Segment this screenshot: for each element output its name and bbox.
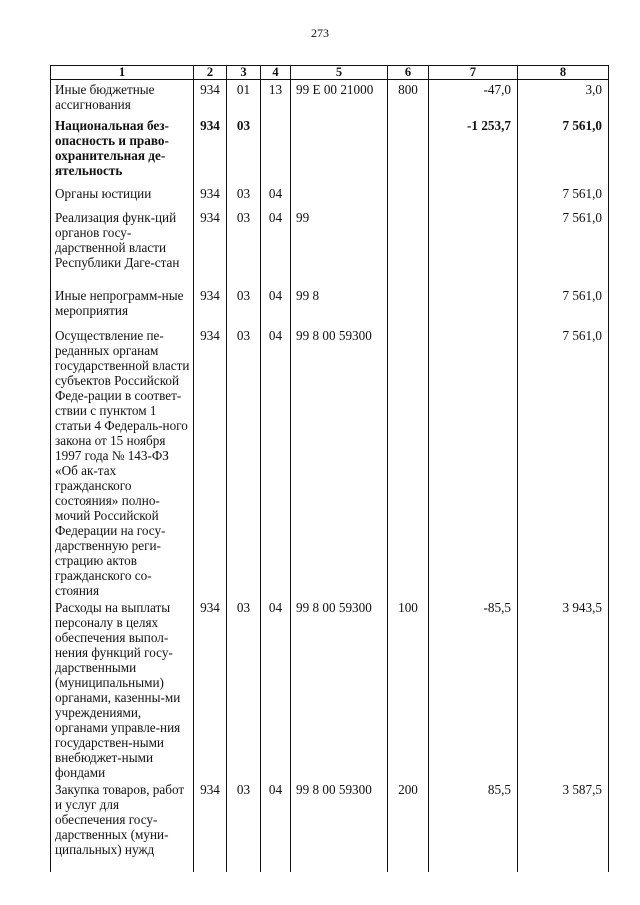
cell-expense-type: 200 [388, 780, 429, 872]
cell-ministry: 934 [194, 598, 227, 780]
cell-subsection: 04 [261, 286, 291, 326]
column-header-3: 3 [227, 66, 261, 80]
row-name: Реализация функ-ций органов госу-дарственной власти Республики Даге-стан [51, 208, 194, 286]
cell-expense-type [388, 116, 429, 184]
cell-amount: 3 943,5 [518, 598, 609, 780]
cell-target-article [291, 184, 388, 208]
column-header-1: 1 [51, 66, 194, 80]
cell-section: 03 [227, 116, 261, 184]
row-name: Осуществление пе-реданных органам государственной власти субъектов Российской Феде-рации в соответ-ствии с пунктом 1 статьи 4 Федераль-ного закона от 15 ноября 1997 года № 143-ФЗ «Об ак-тах гражданского состояния» полно-мочий Российской Федерации на госу-дарственную реги-страцию актов гражданского со-стояния [51, 326, 194, 598]
table-row [51, 286, 609, 326]
column-header-4: 4 [261, 66, 291, 80]
cell-section: 03 [227, 780, 261, 872]
row-name: Органы юстиции [51, 184, 194, 208]
row-name: Расходы на выплаты персоналу в целях обеспечения выпол-нения функций госу-дарственными (муниципальными) органами, казенны-ми учреждениями, органами управле-ния государствен-ными внебюджет-ными фондами [51, 598, 194, 780]
table-row [51, 598, 609, 780]
cell-amount: 3,0 [518, 80, 609, 116]
page-number: 273 [311, 26, 329, 40]
cell-amount: 7 561,0 [518, 286, 609, 326]
cell-target-article: 99 8 00 59300 [291, 326, 388, 598]
cell-target-article: 99 [291, 208, 388, 286]
cell-subsection: 04 [261, 184, 291, 208]
row-name: Закупка товаров, работ и услуг для обеспечения госу-дарственных (муни-ципальных) нужд [51, 780, 194, 872]
cell-ministry: 934 [194, 116, 227, 184]
cell-amount: 7 561,0 [518, 208, 609, 286]
cell-amount: 7 561,0 [518, 184, 609, 208]
cell-change [429, 286, 518, 326]
cell-ministry: 934 [194, 208, 227, 286]
cell-expense-type [388, 326, 429, 598]
budget-table [50, 65, 609, 872]
cell-subsection: 04 [261, 598, 291, 780]
cell-expense-type [388, 208, 429, 286]
table-row [51, 116, 609, 184]
cell-change: 85,5 [429, 780, 518, 872]
cell-amount: 7 561,0 [518, 326, 609, 598]
cell-section: 01 [227, 80, 261, 116]
table-row [51, 184, 609, 208]
column-header-6: 6 [388, 66, 429, 80]
cell-ministry: 934 [194, 80, 227, 116]
cell-expense-type [388, 184, 429, 208]
cell-ministry: 934 [194, 286, 227, 326]
row-name: Национальная без-опасность и право-охранительная де-ятельность [51, 116, 194, 184]
table-row [51, 326, 609, 598]
row-name: Иные непрограмм-ные мероприятия [51, 286, 194, 326]
cell-subsection: 04 [261, 208, 291, 286]
cell-subsection [261, 116, 291, 184]
cell-subsection: 04 [261, 326, 291, 598]
cell-section: 03 [227, 598, 261, 780]
cell-change: -85,5 [429, 598, 518, 780]
cell-expense-type [388, 286, 429, 326]
cell-target-article: 99 8 00 59300 [291, 780, 388, 872]
cell-change [429, 326, 518, 598]
cell-subsection: 04 [261, 780, 291, 872]
column-header-7: 7 [429, 66, 518, 80]
table-row [51, 80, 609, 116]
cell-ministry: 934 [194, 326, 227, 598]
cell-amount: 7 561,0 [518, 116, 609, 184]
cell-section: 03 [227, 286, 261, 326]
column-header-8: 8 [518, 66, 609, 80]
table-row [51, 780, 609, 872]
table-row [51, 208, 609, 286]
cell-section: 03 [227, 184, 261, 208]
cell-target-article: 99 8 00 59300 [291, 598, 388, 780]
cell-ministry: 934 [194, 184, 227, 208]
cell-expense-type: 100 [388, 598, 429, 780]
cell-change [429, 184, 518, 208]
cell-amount: 3 587,5 [518, 780, 609, 872]
column-header-2: 2 [194, 66, 227, 80]
cell-change: -1 253,7 [429, 116, 518, 184]
cell-expense-type: 800 [388, 80, 429, 116]
cell-section: 03 [227, 208, 261, 286]
cell-target-article: 99 Е 00 21000 [291, 80, 388, 116]
cell-target-article: 99 8 [291, 286, 388, 326]
header-row [51, 66, 609, 80]
cell-ministry: 934 [194, 780, 227, 872]
cell-change [429, 208, 518, 286]
column-header-5: 5 [291, 66, 388, 80]
cell-section: 03 [227, 326, 261, 598]
cell-subsection: 13 [261, 80, 291, 116]
cell-target-article [291, 116, 388, 184]
cell-change: -47,0 [429, 80, 518, 116]
row-name: Иные бюджетные ассигнования [51, 80, 194, 116]
